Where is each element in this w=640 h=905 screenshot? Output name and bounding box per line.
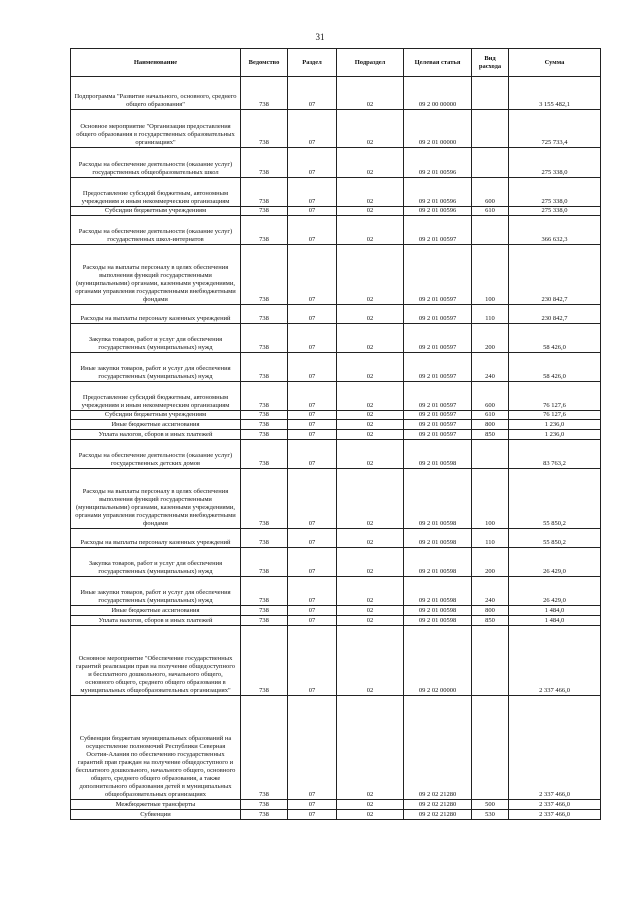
cell-amount: 230 842,7 bbox=[509, 245, 601, 305]
cell-department: 738 bbox=[241, 800, 288, 810]
cell-expense-type bbox=[472, 110, 509, 148]
cell-section: 07 bbox=[288, 382, 337, 411]
cell-section: 07 bbox=[288, 420, 337, 430]
table-row bbox=[71, 411, 601, 420]
cell-name: Уплата налогов, сборов и иных платежей bbox=[71, 616, 241, 626]
cell-amount: 1 236,0 bbox=[509, 430, 601, 440]
table-row bbox=[71, 148, 601, 178]
cell-department: 738 bbox=[241, 626, 288, 696]
cell-expense-type: 530 bbox=[472, 810, 509, 820]
cell-section: 07 bbox=[288, 529, 337, 548]
cell-expense-type: 240 bbox=[472, 577, 509, 606]
cell-section: 07 bbox=[288, 77, 337, 110]
cell-expense-type: 800 bbox=[472, 606, 509, 616]
table-row bbox=[71, 305, 601, 324]
cell-name: Расходы на обеспечение деятельности (оказание услуг) государственных детских домов bbox=[71, 440, 241, 469]
cell-amount: 366 632,3 bbox=[509, 216, 601, 245]
cell-name: Межбюджетные трансферты bbox=[71, 800, 241, 810]
header-department: Ведомство bbox=[241, 49, 288, 77]
table-row bbox=[71, 577, 601, 606]
cell-department: 738 bbox=[241, 440, 288, 469]
cell-subsection: 02 bbox=[337, 353, 404, 382]
table-row bbox=[71, 810, 601, 820]
table-row bbox=[71, 548, 601, 577]
cell-subsection: 02 bbox=[337, 110, 404, 148]
cell-target: 09 2 01 00598 bbox=[404, 529, 472, 548]
table-row bbox=[71, 696, 601, 800]
cell-target: 09 2 01 00596 bbox=[404, 148, 472, 178]
cell-subsection: 02 bbox=[337, 440, 404, 469]
cell-name: Субвенции бюджетам муниципальных образований на осуществление полномочий Республики Северная Осетия-Алания по обеспечению государственных гарантий прав граждан на получение общедоступного и бесплатного дошкольного, начального общего, основного общего, среднего общего образования, а также дополнительного образования детей в муниципальных общеобразовательных организациях bbox=[71, 696, 241, 800]
cell-section: 07 bbox=[288, 245, 337, 305]
table-row bbox=[71, 616, 601, 626]
cell-expense-type bbox=[472, 626, 509, 696]
cell-department: 738 bbox=[241, 420, 288, 430]
cell-department: 738 bbox=[241, 245, 288, 305]
header-subsection: Подраздел bbox=[337, 49, 404, 77]
cell-section: 07 bbox=[288, 469, 337, 529]
table-row bbox=[71, 324, 601, 353]
cell-section: 07 bbox=[288, 577, 337, 606]
cell-subsection: 02 bbox=[337, 469, 404, 529]
cell-subsection: 02 bbox=[337, 148, 404, 178]
table-row bbox=[71, 440, 601, 469]
cell-subsection: 02 bbox=[337, 529, 404, 548]
cell-amount: 2 337 466,0 bbox=[509, 810, 601, 820]
cell-section: 07 bbox=[288, 606, 337, 616]
cell-subsection: 02 bbox=[337, 178, 404, 207]
cell-target: 09 2 02 21280 bbox=[404, 810, 472, 820]
cell-expense-type: 610 bbox=[472, 411, 509, 420]
cell-expense-type bbox=[472, 148, 509, 178]
cell-target: 09 2 01 00598 bbox=[404, 616, 472, 626]
cell-subsection: 02 bbox=[337, 216, 404, 245]
cell-target: 09 2 01 00597 bbox=[404, 216, 472, 245]
header-name: Наименование bbox=[71, 49, 241, 77]
table-row bbox=[71, 216, 601, 245]
cell-department: 738 bbox=[241, 207, 288, 216]
cell-amount: 58 426,0 bbox=[509, 353, 601, 382]
cell-name: Уплата налогов, сборов и иных платежей bbox=[71, 430, 241, 440]
cell-expense-type: 600 bbox=[472, 178, 509, 207]
cell-target: 09 2 01 00598 bbox=[404, 577, 472, 606]
cell-name: Закупка товаров, работ и услуг для обеспечения государственных (муниципальных) нужд bbox=[71, 324, 241, 353]
cell-subsection: 02 bbox=[337, 411, 404, 420]
cell-amount: 55 850,2 bbox=[509, 529, 601, 548]
cell-expense-type bbox=[472, 77, 509, 110]
cell-amount: 275 338,0 bbox=[509, 207, 601, 216]
cell-subsection: 02 bbox=[337, 305, 404, 324]
cell-target: 09 2 02 21280 bbox=[404, 696, 472, 800]
table-row bbox=[71, 529, 601, 548]
cell-amount: 2 337 466,0 bbox=[509, 626, 601, 696]
cell-expense-type: 240 bbox=[472, 353, 509, 382]
cell-department: 738 bbox=[241, 178, 288, 207]
table-row bbox=[71, 77, 601, 110]
cell-subsection: 02 bbox=[337, 548, 404, 577]
page-number: 31 bbox=[315, 32, 325, 42]
cell-name: Иные закупки товаров, работ и услуг для обеспечения государственных (муниципальных) нужд bbox=[71, 577, 241, 606]
cell-expense-type: 850 bbox=[472, 616, 509, 626]
cell-section: 07 bbox=[288, 353, 337, 382]
cell-amount: 26 429,0 bbox=[509, 577, 601, 606]
table-row bbox=[71, 626, 601, 696]
cell-expense-type: 500 bbox=[472, 800, 509, 810]
table-row bbox=[71, 469, 601, 529]
cell-department: 738 bbox=[241, 616, 288, 626]
cell-department: 738 bbox=[241, 411, 288, 420]
cell-department: 738 bbox=[241, 382, 288, 411]
table-body bbox=[71, 77, 601, 820]
cell-name: Основное мероприятие "Организация предоставления общего образования в государственных образовательных организациях" bbox=[71, 110, 241, 148]
cell-name: Расходы на выплаты персоналу казенных учреждений bbox=[71, 305, 241, 324]
cell-amount: 58 426,0 bbox=[509, 324, 601, 353]
budget-table bbox=[70, 48, 601, 820]
table-row bbox=[71, 606, 601, 616]
cell-name: Подпрограмма "Развитие начального, основного, среднего общего образования" bbox=[71, 77, 241, 110]
cell-name: Расходы на обеспечение деятельности (оказание услуг) государственных общеобразовательных школ bbox=[71, 148, 241, 178]
cell-department: 738 bbox=[241, 577, 288, 606]
cell-target: 09 2 00 00000 bbox=[404, 77, 472, 110]
cell-expense-type bbox=[472, 696, 509, 800]
cell-target: 09 2 01 00598 bbox=[404, 606, 472, 616]
cell-department: 738 bbox=[241, 216, 288, 245]
cell-amount: 83 763,2 bbox=[509, 440, 601, 469]
cell-name: Предоставление субсидий бюджетным, автономным учреждениям и иным некоммерческим организациям bbox=[71, 382, 241, 411]
header-expense-type: Вид расхода bbox=[472, 49, 509, 77]
cell-target: 09 2 01 00597 bbox=[404, 324, 472, 353]
cell-department: 738 bbox=[241, 77, 288, 110]
cell-amount: 1 484,0 bbox=[509, 606, 601, 616]
cell-target: 09 2 01 00596 bbox=[404, 178, 472, 207]
cell-section: 07 bbox=[288, 548, 337, 577]
cell-amount: 725 733,4 bbox=[509, 110, 601, 148]
cell-name: Основное мероприятие "Обеспечение государственных гарантий реализации прав на получение общедоступного и бесплатного дошкольного, начального общего, основного общего, среднего общего образования в муниципальных общеобразовательных организациях" bbox=[71, 626, 241, 696]
cell-department: 738 bbox=[241, 148, 288, 178]
cell-subsection: 02 bbox=[337, 245, 404, 305]
cell-department: 738 bbox=[241, 696, 288, 800]
cell-subsection: 02 bbox=[337, 207, 404, 216]
cell-name: Расходы на обеспечение деятельности (оказание услуг) государственных школ-интернатов bbox=[71, 216, 241, 245]
cell-expense-type: 110 bbox=[472, 305, 509, 324]
cell-section: 07 bbox=[288, 305, 337, 324]
cell-section: 07 bbox=[288, 411, 337, 420]
cell-name: Иные бюджетные ассигнования bbox=[71, 606, 241, 616]
cell-amount: 2 337 466,0 bbox=[509, 800, 601, 810]
cell-target: 09 2 01 00597 bbox=[404, 382, 472, 411]
cell-department: 738 bbox=[241, 110, 288, 148]
cell-section: 07 bbox=[288, 440, 337, 469]
cell-target: 09 2 02 21280 bbox=[404, 800, 472, 810]
table-row bbox=[71, 178, 601, 207]
cell-name: Субсидии бюджетным учреждениям bbox=[71, 411, 241, 420]
cell-target: 09 2 01 00597 bbox=[404, 305, 472, 324]
cell-subsection: 02 bbox=[337, 696, 404, 800]
cell-department: 738 bbox=[241, 353, 288, 382]
cell-expense-type: 600 bbox=[472, 382, 509, 411]
cell-subsection: 02 bbox=[337, 382, 404, 411]
cell-target: 09 2 01 00597 bbox=[404, 411, 472, 420]
cell-amount: 76 127,6 bbox=[509, 411, 601, 420]
cell-expense-type: 100 bbox=[472, 245, 509, 305]
cell-section: 07 bbox=[288, 616, 337, 626]
cell-section: 07 bbox=[288, 324, 337, 353]
cell-section: 07 bbox=[288, 216, 337, 245]
cell-subsection: 02 bbox=[337, 800, 404, 810]
cell-amount: 275 338,0 bbox=[509, 148, 601, 178]
cell-section: 07 bbox=[288, 430, 337, 440]
cell-expense-type: 110 bbox=[472, 529, 509, 548]
cell-target: 09 2 01 00597 bbox=[404, 420, 472, 430]
cell-section: 07 bbox=[288, 810, 337, 820]
cell-section: 07 bbox=[288, 800, 337, 810]
cell-department: 738 bbox=[241, 529, 288, 548]
cell-department: 738 bbox=[241, 606, 288, 616]
header-target: Целевая статья bbox=[404, 49, 472, 77]
cell-expense-type: 800 bbox=[472, 420, 509, 430]
cell-section: 07 bbox=[288, 696, 337, 800]
cell-department: 738 bbox=[241, 324, 288, 353]
table-row bbox=[71, 382, 601, 411]
cell-target: 09 2 01 00597 bbox=[404, 430, 472, 440]
cell-subsection: 02 bbox=[337, 577, 404, 606]
cell-amount: 275 338,0 bbox=[509, 178, 601, 207]
cell-subsection: 02 bbox=[337, 430, 404, 440]
header-amount: Сумма bbox=[509, 49, 601, 77]
cell-expense-type bbox=[472, 440, 509, 469]
cell-name: Иные закупки товаров, работ и услуг для обеспечения государственных (муниципальных) нужд bbox=[71, 353, 241, 382]
cell-amount: 3 155 482,1 bbox=[509, 77, 601, 110]
table-row bbox=[71, 800, 601, 810]
cell-expense-type: 200 bbox=[472, 324, 509, 353]
table-row bbox=[71, 110, 601, 148]
table-row bbox=[71, 245, 601, 305]
cell-subsection: 02 bbox=[337, 810, 404, 820]
cell-target: 09 2 01 00597 bbox=[404, 353, 472, 382]
cell-name: Расходы на выплаты персоналу казенных учреждений bbox=[71, 529, 241, 548]
cell-target: 09 2 01 00598 bbox=[404, 469, 472, 529]
cell-amount: 230 842,7 bbox=[509, 305, 601, 324]
cell-subsection: 02 bbox=[337, 616, 404, 626]
cell-section: 07 bbox=[288, 626, 337, 696]
cell-name: Расходы на выплаты персоналу в целях обеспечения выполнения функций государственными (муниципальными) органами, казенными учреждениями, органами управления государственными внебюджетными фондами bbox=[71, 245, 241, 305]
table-row bbox=[71, 420, 601, 430]
cell-target: 09 2 01 00000 bbox=[404, 110, 472, 148]
cell-subsection: 02 bbox=[337, 77, 404, 110]
cell-expense-type: 850 bbox=[472, 430, 509, 440]
cell-subsection: 02 bbox=[337, 626, 404, 696]
cell-subsection: 02 bbox=[337, 606, 404, 616]
cell-section: 07 bbox=[288, 178, 337, 207]
cell-target: 09 2 01 00597 bbox=[404, 245, 472, 305]
table-row bbox=[71, 353, 601, 382]
cell-department: 738 bbox=[241, 430, 288, 440]
table-row bbox=[71, 430, 601, 440]
cell-expense-type bbox=[472, 216, 509, 245]
cell-section: 07 bbox=[288, 110, 337, 148]
cell-amount: 2 337 466,0 bbox=[509, 696, 601, 800]
cell-target: 09 2 01 00596 bbox=[404, 207, 472, 216]
cell-amount: 1 236,0 bbox=[509, 420, 601, 430]
cell-expense-type: 200 bbox=[472, 548, 509, 577]
cell-section: 07 bbox=[288, 148, 337, 178]
table-header-row bbox=[71, 49, 601, 77]
cell-target: 09 2 02 00000 bbox=[404, 626, 472, 696]
cell-department: 738 bbox=[241, 810, 288, 820]
cell-amount: 76 127,6 bbox=[509, 382, 601, 411]
cell-department: 738 bbox=[241, 305, 288, 324]
cell-department: 738 bbox=[241, 469, 288, 529]
header-section: Раздел bbox=[288, 49, 337, 77]
cell-name: Субвенции bbox=[71, 810, 241, 820]
cell-target: 09 2 01 00598 bbox=[404, 440, 472, 469]
cell-target: 09 2 01 00598 bbox=[404, 548, 472, 577]
cell-name: Предоставление субсидий бюджетным, автономным учреждениям и иным некоммерческим организациям bbox=[71, 178, 241, 207]
cell-name: Расходы на выплаты персоналу в целях обеспечения выполнения функций государственными (муниципальными) органами, казенными учреждениями, органами управления государственными внебюджетными фондами bbox=[71, 469, 241, 529]
cell-name: Субсидии бюджетным учреждениям bbox=[71, 207, 241, 216]
cell-department: 738 bbox=[241, 548, 288, 577]
cell-name: Иные бюджетные ассигнования bbox=[71, 420, 241, 430]
cell-name: Закупка товаров, работ и услуг для обеспечения государственных (муниципальных) нужд bbox=[71, 548, 241, 577]
cell-amount: 1 484,0 bbox=[509, 616, 601, 626]
cell-expense-type: 610 bbox=[472, 207, 509, 216]
cell-expense-type: 100 bbox=[472, 469, 509, 529]
cell-amount: 26 429,0 bbox=[509, 548, 601, 577]
cell-amount: 55 850,2 bbox=[509, 469, 601, 529]
cell-subsection: 02 bbox=[337, 420, 404, 430]
cell-subsection: 02 bbox=[337, 324, 404, 353]
table-row bbox=[71, 207, 601, 216]
cell-section: 07 bbox=[288, 207, 337, 216]
